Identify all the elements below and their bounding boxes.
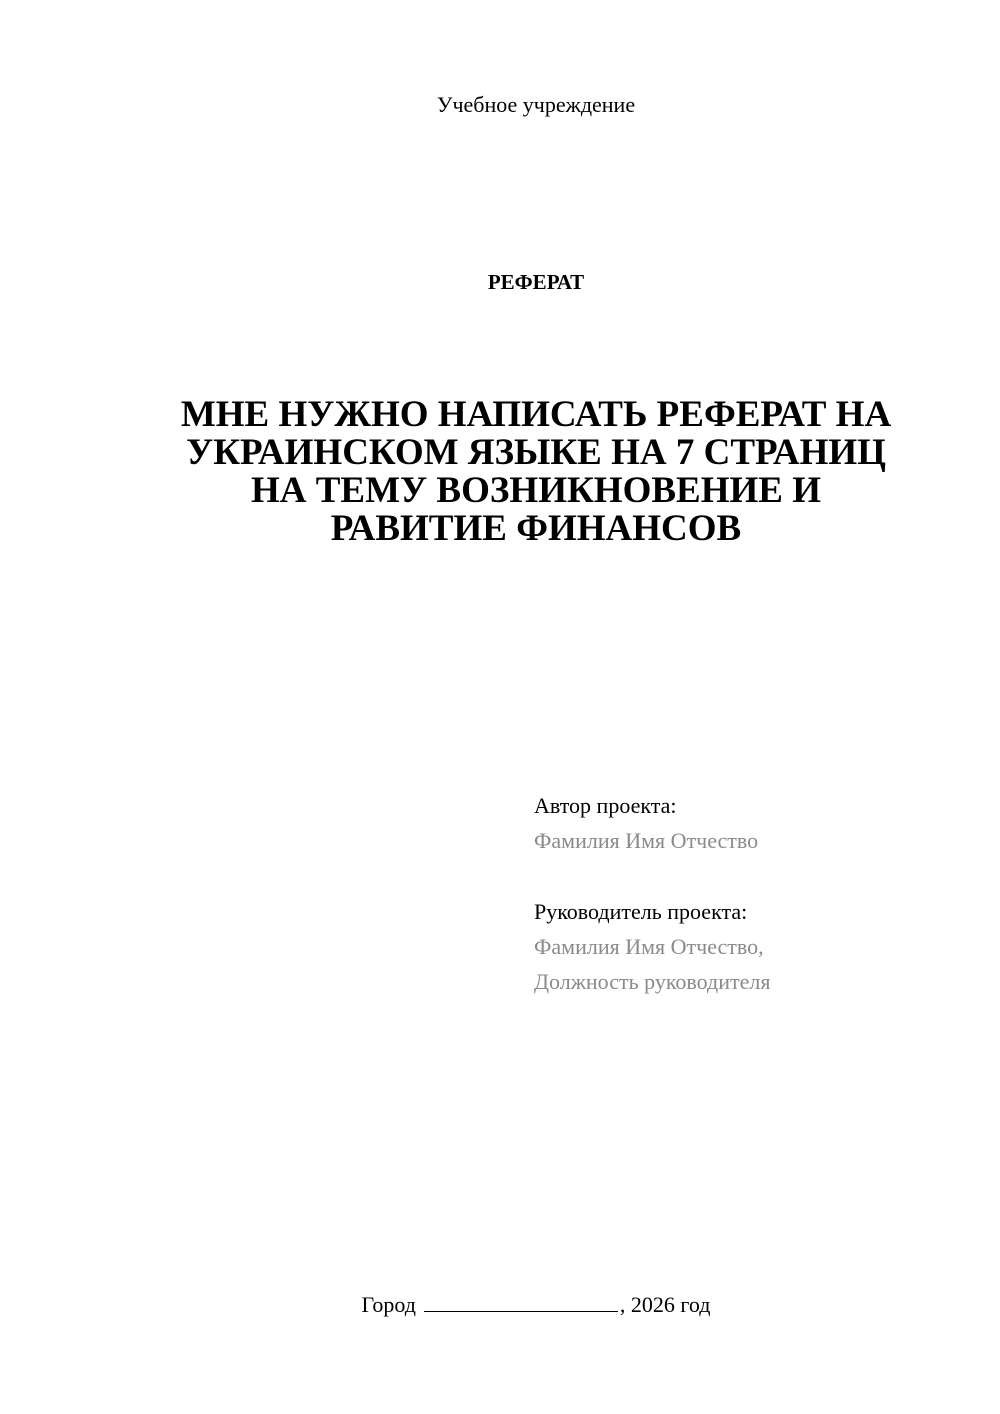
supervisor-name-placeholder: Фамилия Имя Отчество, xyxy=(534,934,764,959)
spacer xyxy=(534,858,974,894)
author-name-placeholder: Фамилия Имя Отчество xyxy=(534,828,759,853)
title-line: УКРАИНСКОМ ЯЗЫКЕ НА 7 СТРАНИЦ xyxy=(186,432,886,473)
authors-block xyxy=(534,788,974,999)
author-label: Автор проекта: xyxy=(534,793,677,818)
document-title xyxy=(150,396,922,548)
supervisor-position-placeholder: Должность руководителя xyxy=(534,969,771,994)
city-year-line xyxy=(0,1289,1000,1320)
title-line: НА ТЕМУ ВОЗНИКНОВЕНИЕ И xyxy=(251,470,821,511)
document-type-heading: РЕФЕРАТ xyxy=(487,270,585,294)
supervisor-label: Руководитель проекта: xyxy=(534,899,748,924)
institution-name: Учебное учреждение xyxy=(436,92,636,117)
city-blank-underline xyxy=(424,1289,618,1312)
title-line: МНЕ НУЖНО НАПИСАТЬ РЕФЕРАТ НА xyxy=(180,394,892,435)
city-label: Город xyxy=(361,1292,416,1317)
title-line: РАВИТИЕ ФИНАНСОВ xyxy=(330,508,742,549)
year-text: , 2026 год xyxy=(619,1292,711,1317)
